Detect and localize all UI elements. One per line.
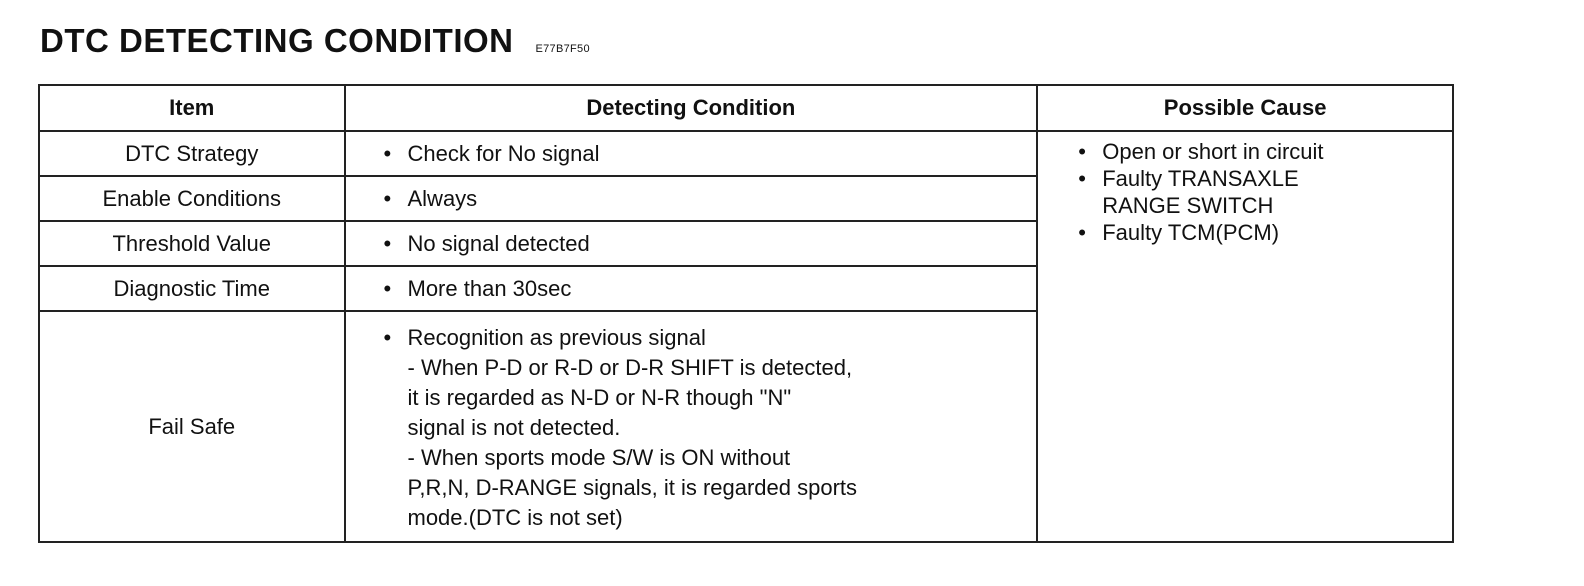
document-code: E77B7F50 <box>535 43 590 55</box>
item-cell: Diagnostic Time <box>39 266 345 311</box>
condition-text: • Recognition as previous signal <box>384 323 1029 353</box>
condition-text: • Always <box>384 186 1029 212</box>
condition-cell <box>345 221 1038 266</box>
item-cell: DTC Strategy <box>39 131 345 176</box>
condition-line: signal is not detected. <box>407 414 621 440</box>
section-heading <box>40 22 590 60</box>
header-detecting-condition: Detecting Condition <box>345 85 1038 131</box>
condition-text: • No signal detected <box>384 231 1029 257</box>
condition-cell <box>345 311 1038 542</box>
cause-item: • Faulty TCM(PCM) <box>1078 219 1444 246</box>
item-cell: Enable Conditions <box>39 176 345 221</box>
condition-line: - When sports mode S/W is ON without <box>407 444 791 470</box>
condition-cell <box>345 176 1038 221</box>
cause-item: • Open or short in circuit <box>1078 138 1444 165</box>
header-possible-cause: Possible Cause <box>1037 85 1453 131</box>
condition-text: • More than 30sec <box>384 276 1029 302</box>
condition-line: mode.(DTC is not set) <box>407 504 623 530</box>
table-row-dtc-strategy <box>39 131 1453 176</box>
cause-item: • Faulty TRANSAXLE RANGE SWITCH <box>1078 165 1342 219</box>
item-cell: Fail Safe <box>39 311 345 542</box>
possible-cause-cell <box>1037 131 1453 542</box>
condition-line: P,R,N, D-RANGE signals, it is regarded sports <box>407 474 858 500</box>
condition-line: it is regarded as N-D or N-R though "N" <box>407 384 792 410</box>
condition-line: - When P-D or R-D or D-R SHIFT is detected, <box>407 354 853 380</box>
condition-cell <box>345 266 1038 311</box>
item-cell: Threshold Value <box>39 221 345 266</box>
fail-safe-text <box>384 321 1029 533</box>
header-item: Item <box>39 85 345 131</box>
detecting-condition-table <box>38 84 1454 543</box>
condition-text: • Check for No signal <box>384 141 1029 167</box>
condition-cell <box>345 131 1038 176</box>
page-title: DTC DETECTING CONDITION <box>40 22 514 59</box>
table-header-row <box>39 85 1453 131</box>
